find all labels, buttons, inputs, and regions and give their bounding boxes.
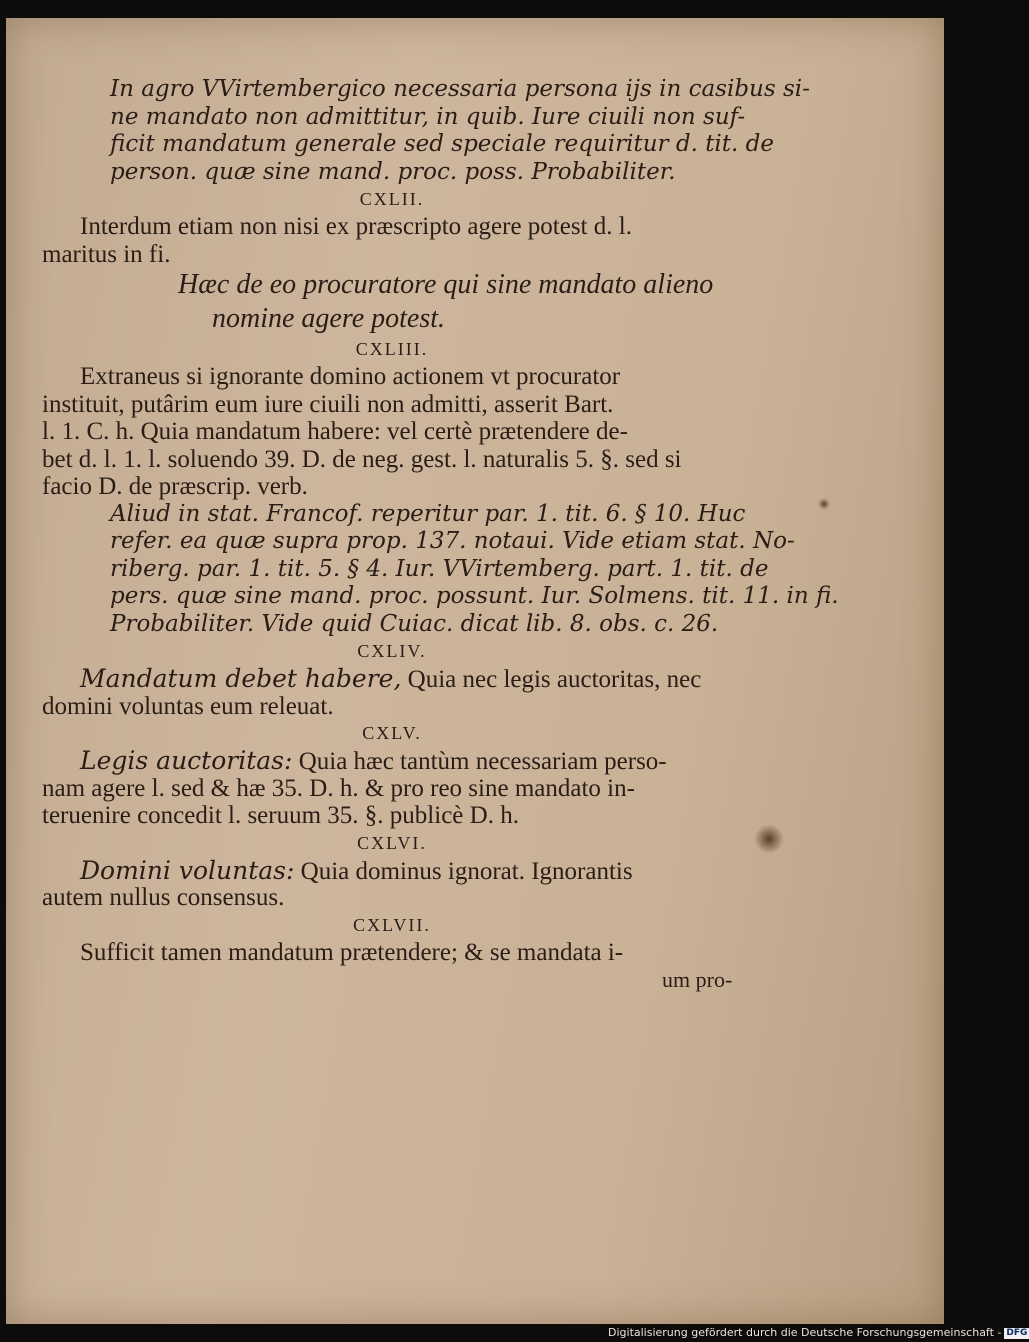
text-line: In agro VVirtembergico necessaria persona ijs in casibus si- xyxy=(110,76,810,102)
text-line: autem nullus consensus. xyxy=(42,884,285,911)
digitization-footer xyxy=(608,1326,1029,1340)
italic-lead: Mandatum debet habere, xyxy=(80,664,402,693)
text-line: ne mandato non admittitur, in quib. Iure ciuili non suf- xyxy=(110,103,746,130)
text-line: l. 1. C. h. Quia mandatum habere: vel certè prætendere de- xyxy=(42,418,628,445)
text-line: riberg. par. 1. tit. 5. § 4. Iur. VVirtemberg. part. 1. tit. de xyxy=(110,555,769,582)
text-line: Probabiliter. Vide quid Cuiac. dicat lib. 8. obs. c. 26. xyxy=(110,610,719,637)
page-text xyxy=(42,76,839,994)
text-line: facio D. de præscrip. verb. xyxy=(42,473,308,500)
section-number: CXLIII. xyxy=(355,339,429,359)
text-line: Interdum etiam non nisi ex præscripto agere potest d. l. xyxy=(80,213,632,240)
roman-text: Quia nec legis auctoritas, nec xyxy=(401,666,702,693)
section-heading: nomine agere potest. xyxy=(212,303,446,334)
text-line: ficit mandatum generale sed speciale requiritur d. tit. de xyxy=(110,131,774,157)
text-line: refer. ea quæ supra prop. 137. notaui. Vide etiam stat. No- xyxy=(110,528,795,554)
section-number: CXLIV. xyxy=(357,641,427,661)
roman-text: Quia hæc tantùm necessariam perso- xyxy=(292,748,667,775)
text-line: Sufficit tamen mandatum prætendere; & se mandata i- xyxy=(80,938,624,966)
text-line: nam agere l. sed & hæ 35. D. h. & pro reo sine mandato in- xyxy=(42,774,635,802)
footer-text: Digitalisierung gefördert durch die Deutsche Forschungsgemeinschaft - xyxy=(608,1326,1002,1339)
text-line: bet d. l. 1. l. soluendo 39. D. de neg. gest. l. naturalis 5. §. sed si xyxy=(42,445,682,473)
text-line xyxy=(42,747,742,775)
text-line: teruenire concedit l. seruum 35. §. publicè D. h. xyxy=(42,802,519,829)
text-line xyxy=(42,665,742,693)
scanned-page xyxy=(6,18,944,1324)
italic-lead: Legis auctoritas: xyxy=(80,746,293,775)
italic-lead: Domini voluntas: xyxy=(80,855,295,885)
text-line xyxy=(42,857,742,885)
section-number: CXLV. xyxy=(362,723,422,743)
section-number: CXLVII. xyxy=(353,914,431,935)
text-line: domini voluntas eum releuat. xyxy=(42,692,334,720)
section-heading: Hæc de eo procuratore qui sine mandato alieno xyxy=(178,269,714,300)
text-line: Aliud in stat. Francof. reperitur par. 1. tit. 6. § 10. Huc xyxy=(110,500,746,527)
dfg-logo: DFG xyxy=(1006,1328,1028,1338)
section-number: CXLII. xyxy=(359,189,425,209)
text-line: um pro- xyxy=(662,967,733,992)
roman-text: Quia dominus ignorat. Ignorantis xyxy=(294,857,633,885)
section-number: CXLVI. xyxy=(357,832,427,853)
text-line: Extraneus si ignorante domino actionem vt procurator xyxy=(80,363,621,390)
text-line: instituit, putârim eum iure ciuili non admitti, asserit Bart. xyxy=(42,390,614,418)
text-line: pers. quæ sine mand. proc. possunt. Iur. Solmens. tit. 11. in fi. xyxy=(110,583,839,609)
text-line: maritus in fi. xyxy=(42,240,171,268)
ink-spot xyxy=(754,824,784,854)
text-line: person. quæ sine mand. proc. poss. Probabiliter. xyxy=(110,158,676,185)
ink-spot xyxy=(818,498,830,510)
